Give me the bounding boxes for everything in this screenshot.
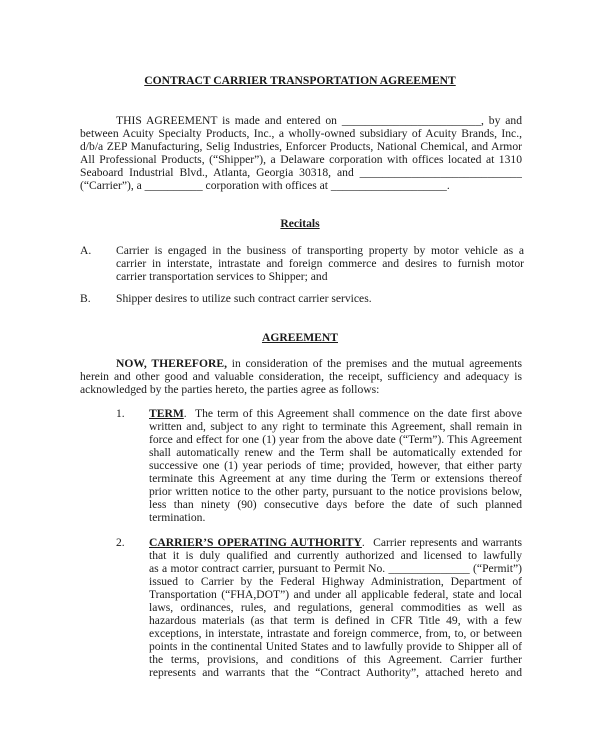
text-line: Transportation (“FHA,DOT”) and under all applicable federal, state and local — [149, 588, 522, 601]
text-line: exceptions, in interstate, intrastate and foreign commerce, from, to, or between — [149, 627, 522, 640]
text-line: hazardous materials (as that term is defined in CFR Title 49, with a few — [149, 614, 522, 627]
text-line: acknowledged by the parties hereto, the parties agree as follows: — [80, 383, 380, 396]
section-number: 2. — [116, 536, 125, 549]
text-line: herein and other good and valuable consideration, the receipt, sufficiency and adequacy is — [80, 370, 522, 383]
text-line — [149, 536, 522, 549]
section-heading: TERM — [149, 407, 184, 420]
text-line: represents and warrants that the “Contract Authority”, attached hereto and — [149, 666, 522, 679]
section-heading: CARRIER’S OPERATING AUTHORITY — [149, 536, 362, 549]
section-text: . Carrier represents and warrants — [361, 536, 522, 549]
text-line: All Professional Products, (“Shipper”), a Delaware corporation with offices located at 1310 — [80, 153, 522, 166]
text-line: carrier in interstate, intrastate and foreign commerce and desires to furnish motor — [116, 257, 524, 270]
text-line: less than ninety (90) consecutive days before the date of such planned — [149, 498, 522, 511]
text-line — [149, 407, 522, 420]
text-line: THIS AGREEMENT is made and entered on ________________________, by and — [116, 114, 522, 127]
document-title: CONTRACT CARRIER TRANSPORTATION AGREEMENT — [144, 74, 456, 87]
text-line: as a motor contract carrier, pursuant to Permit No. ______________ (“Permit”) — [149, 562, 522, 575]
section-text: . The term of this Agreement shall commence on the date first above — [183, 407, 522, 420]
text-line: points in the continental United States and to lawfully provide to Shipper all of — [149, 640, 522, 653]
text-line: Carrier is engaged in the business of transporting property by motor vehicle as a — [116, 244, 524, 257]
text-line: (“Carrier”), a __________ corporation with offices at ____________________. — [80, 179, 450, 192]
text-line: issued to Carrier by the Federal Highway Administration, Department of — [149, 575, 522, 588]
recital-label: B. — [80, 292, 91, 305]
recitals-heading: Recitals — [280, 217, 320, 230]
text-line: successive one (1) year periods of time; provided, however, that either party — [149, 459, 522, 472]
text-line: prior written notice to the other party, pursuant to the notice provisions below, — [149, 485, 522, 498]
text-line: termination. — [149, 511, 206, 524]
text-line: between Acuity Specialty Products, Inc., a wholly-owned subsidiary of Acuity Brands, Inc., — [80, 127, 522, 140]
text-line: the terms, provisions, and conditions of this Agreement. Carrier further — [149, 653, 522, 666]
text-line: that it is duly qualified and currently authorized and licensed to lawfully — [149, 549, 522, 562]
section-text: in consideration of the premises and the mutual agreements — [227, 357, 522, 370]
text-line: Shipper desires to utilize such contract carrier services. — [116, 292, 372, 305]
text-line: Seaboard Industrial Blvd., Atlanta, Georgia 30318, and ____________________________ — [80, 166, 522, 179]
text-line: written and, subject to any right to terminate this Agreement, shall remain in — [149, 420, 522, 433]
text-line: shall automatically renew and the Term shall be automatically extended for — [149, 446, 522, 459]
section-number: 1. — [116, 407, 125, 420]
text-line: d/b/a ZEP Manufacturing, Selig Industries, Enforcer Products, National Chemical, and Armor — [80, 140, 522, 153]
text-line: force and effect for one (1) year from the above date (“Term”). This Agreement — [149, 433, 522, 446]
agreement-heading: AGREEMENT — [261, 331, 338, 344]
text-line: laws, ordinances, rules, and regulations, general commodities as well as — [149, 601, 522, 614]
section-heading: NOW, THEREFORE, — [116, 357, 228, 370]
text-line: carrier transportation services to Shipper; and — [116, 270, 328, 283]
text-line — [116, 357, 522, 370]
recital-label: A. — [80, 244, 92, 257]
text-line: terminate this Agreement at any time during the Term or extensions thereof — [149, 472, 522, 485]
